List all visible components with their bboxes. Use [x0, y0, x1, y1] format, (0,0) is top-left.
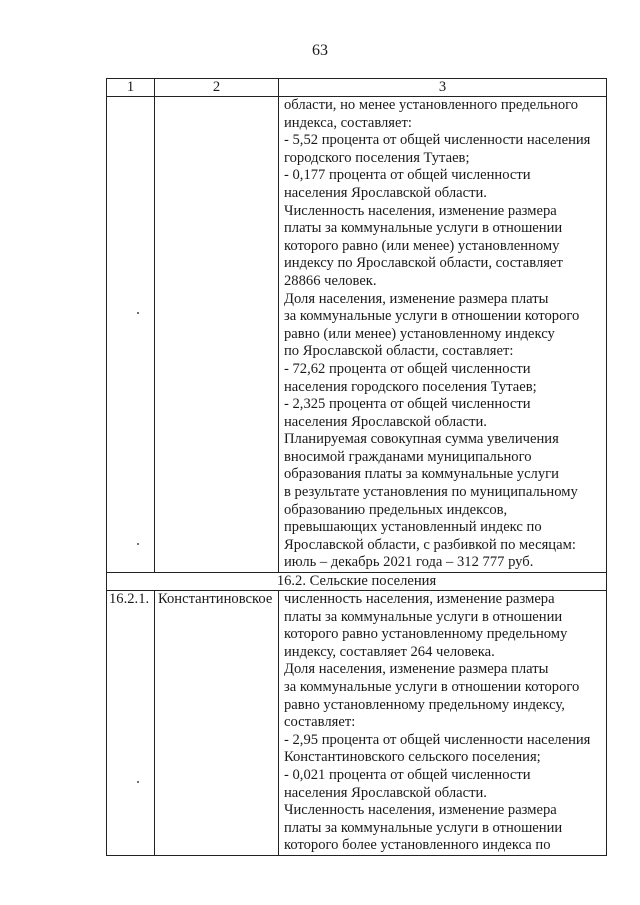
text-line: населения городского поселения Тутаев; — [284, 378, 537, 395]
row1-name-cell — [155, 97, 279, 573]
text-line: - 2,95 процента от общей численности населения — [284, 731, 591, 748]
header-col-1: 1 — [107, 79, 155, 97]
scan-dot — [137, 543, 139, 545]
text-line: которого более установленного индекса по — [284, 837, 551, 854]
text-line: за коммунальные услуги в отношении которого — [284, 308, 580, 325]
table-row — [107, 591, 607, 856]
text-line: - 5,52 процента от общей численности населения — [284, 132, 591, 149]
text-line: равно (или менее) установленному индексу — [284, 325, 555, 342]
text-line: Планируемая совокупная сумма увеличения — [284, 431, 559, 448]
text-line: населения Ярославской области. — [284, 784, 487, 801]
text-line: населения Ярославской области. — [284, 184, 487, 201]
row-number: 16.2.1. — [109, 591, 150, 608]
text-line: 28866 человек. — [284, 272, 377, 289]
document-table — [106, 78, 607, 856]
text-line: платы за коммунальные услуги в отношении — [284, 608, 563, 625]
text-line: Численность населения, изменение размера — [284, 202, 557, 219]
text-line: Численность населения, изменение размера — [284, 802, 557, 819]
header-col-3: 3 — [279, 79, 607, 97]
text-line: - 72,62 процента от общей численности — [284, 360, 531, 377]
text-line: образованию предельных индексов, — [284, 501, 508, 518]
table-header-row — [107, 79, 607, 97]
text-line: - 2,325 процента от общей численности — [284, 396, 531, 413]
header-col-2: 2 — [155, 79, 279, 97]
text-line: вносимой гражданами муниципального — [284, 448, 532, 465]
text-line: Константиновского сельского поселения; — [284, 749, 541, 766]
text-line: индекса, составляет: — [284, 114, 412, 131]
table-row — [107, 97, 607, 573]
text-line: по Ярославской области, составляет: — [284, 343, 514, 360]
text-line: платы за коммунальные услуги в отношении — [284, 220, 563, 237]
text-line: Доля населения, изменение размера платы — [284, 290, 549, 307]
row2-name-cell — [155, 591, 279, 856]
text-line: в результате установления по муниципальному — [284, 484, 578, 501]
text-line: превышающих установленный индекс по — [284, 519, 542, 536]
text-line: - 0,177 процента от общей численности — [284, 167, 531, 184]
page-number: 63 — [312, 42, 328, 59]
text-line: населения Ярославской области. — [284, 413, 487, 430]
text-line: городского поселения Тутаев; — [284, 149, 470, 166]
scan-dot — [137, 312, 139, 314]
text-line: численность населения, изменение размера — [284, 591, 555, 608]
text-line: составляет: — [284, 714, 356, 731]
settlement-name: Константиновское — [158, 591, 273, 608]
section-row — [107, 573, 607, 591]
text-line: за коммунальные услуги в отношении которого — [284, 679, 580, 695]
row1-number-cell — [107, 97, 155, 573]
text-line: Доля населения, изменение размера платы — [284, 661, 549, 678]
text-line: образования платы за коммунальные услуги — [284, 466, 559, 483]
text-line: - 0,021 процента от общей численности — [284, 766, 531, 783]
text-line: которого равно (или менее) установленному — [284, 237, 560, 254]
text-line: области, но менее установленного предельного — [284, 97, 579, 113]
row2-number-cell — [107, 591, 155, 856]
scan-dot — [137, 781, 139, 783]
text-line: равно установленному предельному индексу, — [284, 696, 565, 713]
row1-content-cell — [279, 97, 607, 573]
section-title: 16.2. Сельские поселения — [107, 573, 607, 591]
text-line: платы за коммунальные услуги в отношении — [284, 819, 563, 836]
text-line: Ярославской области, с разбивкой по месяцам: — [284, 536, 576, 553]
text-line: которого равно установленному предельному — [284, 626, 568, 643]
text-line: индексу по Ярославской области, составляет — [284, 255, 563, 272]
text-line: индексу, составляет 264 человека. — [284, 643, 495, 660]
text-line: июль – декабрь 2021 года – 312 777 руб. — [284, 554, 534, 571]
row2-content-cell — [279, 591, 607, 856]
